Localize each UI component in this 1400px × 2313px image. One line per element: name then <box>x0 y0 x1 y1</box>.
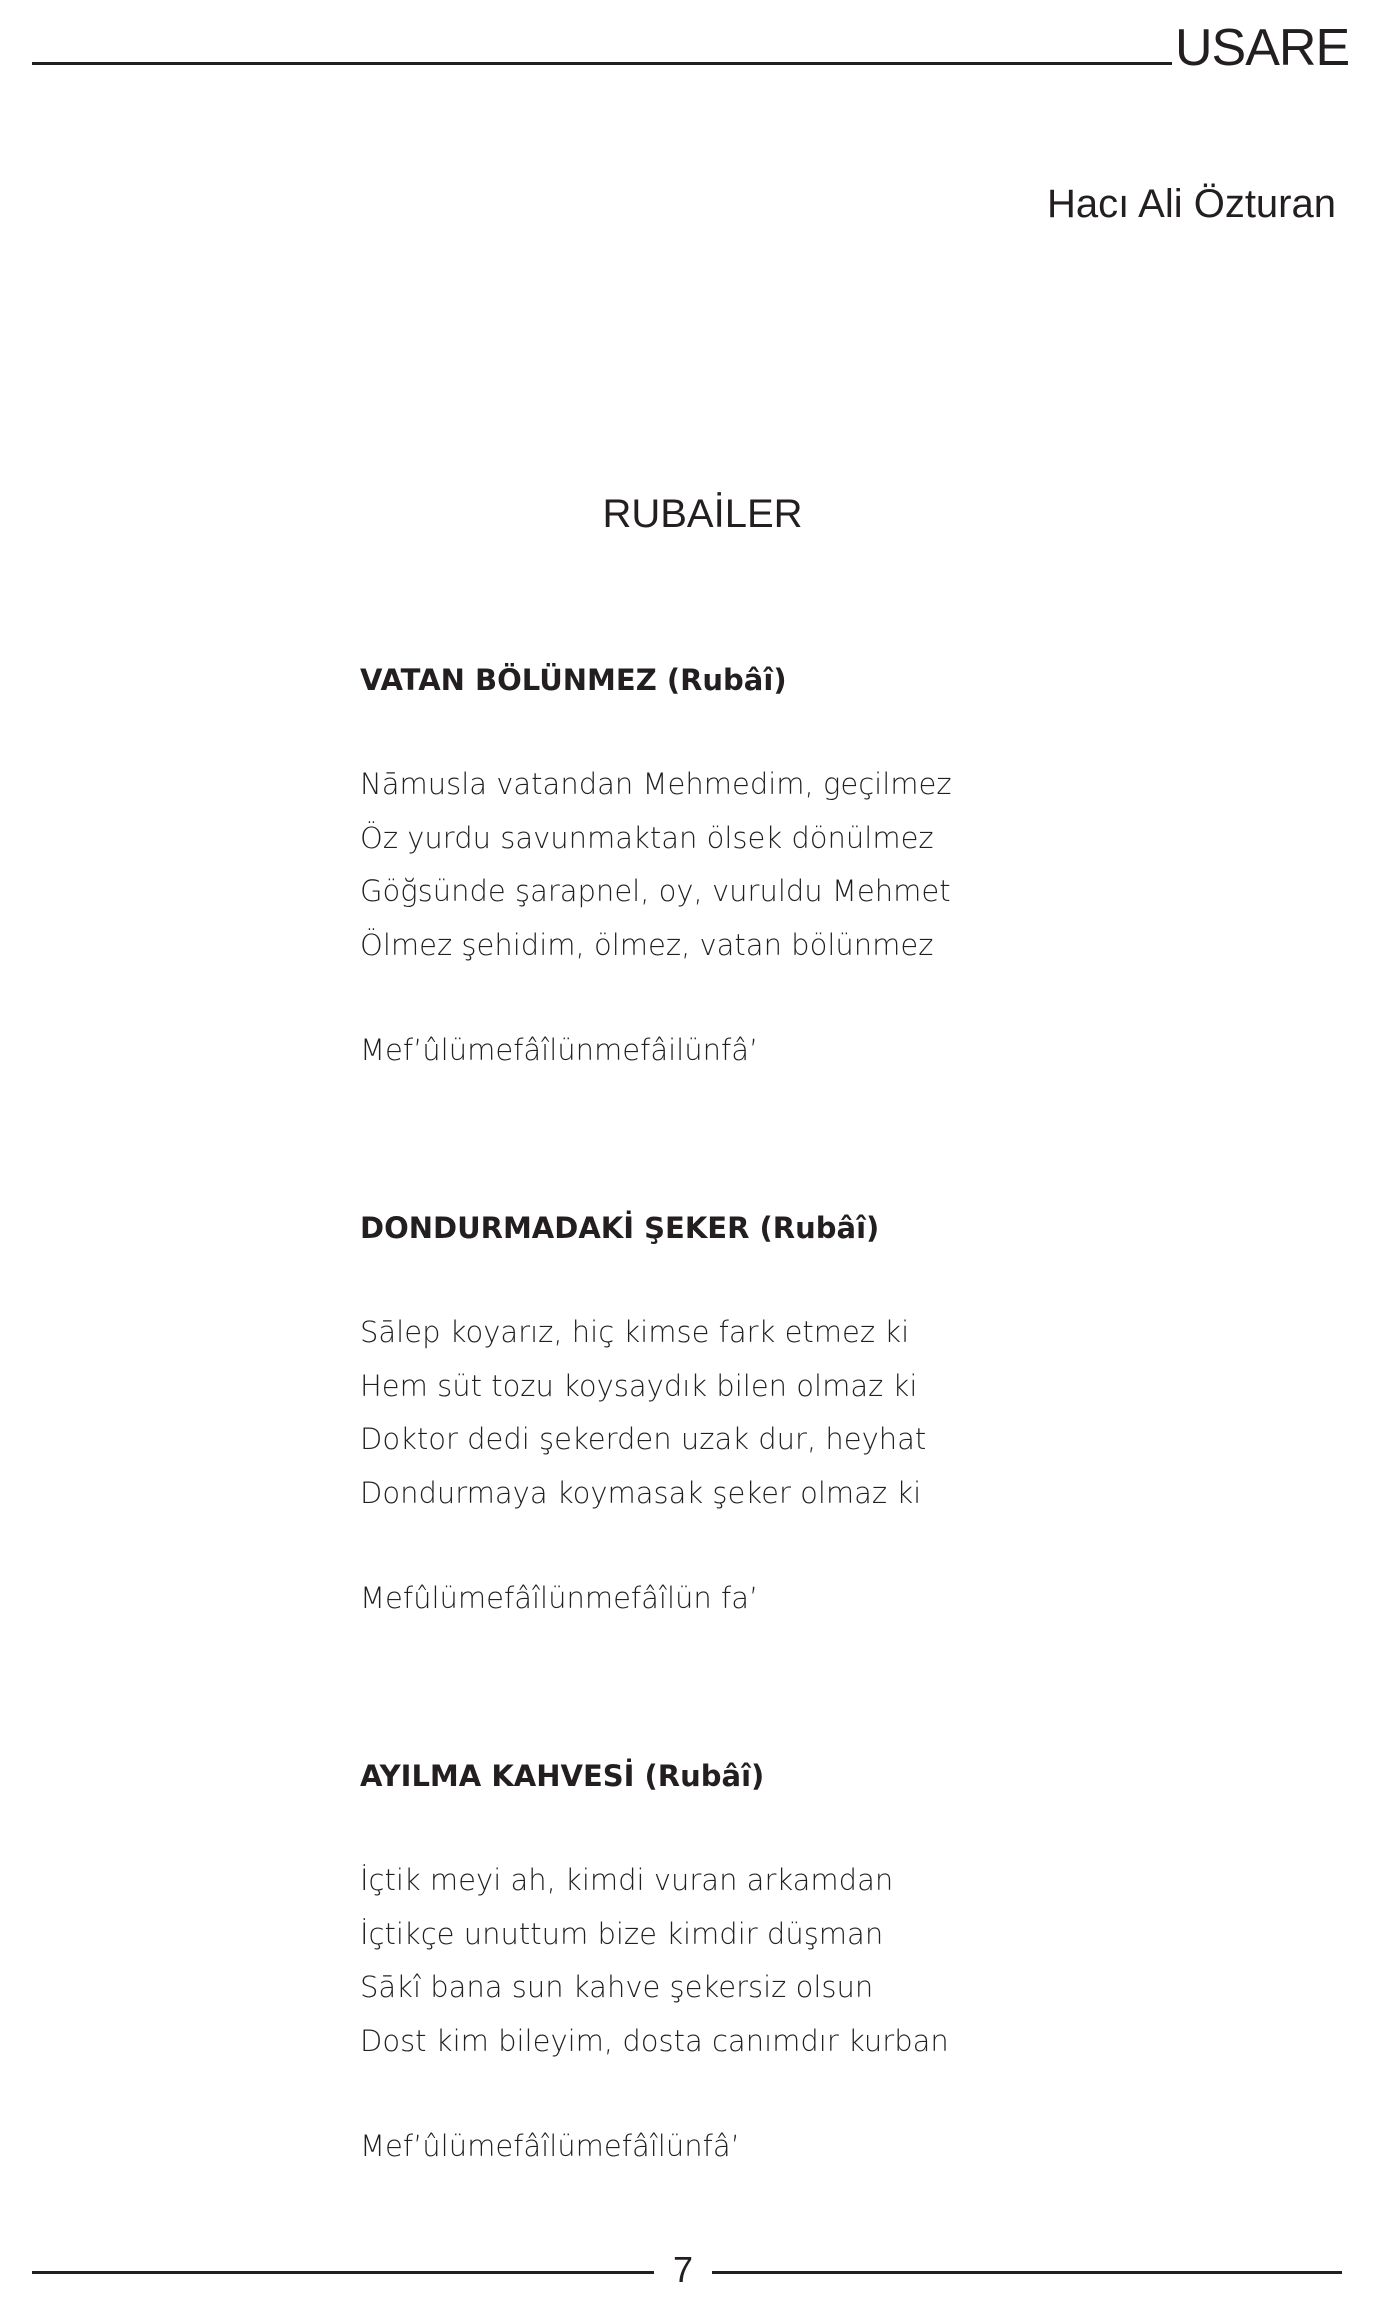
page-number: 7 <box>672 2249 694 2290</box>
poem-line: Dondurmaya koymasak şeker olmaz ki <box>360 1475 922 1510</box>
running-header-title: USARE <box>1175 19 1350 77</box>
footer-rule-left <box>32 2271 654 2274</box>
poem-line: Öz yurdu savunmaktan ölsek dönülmez <box>360 820 934 855</box>
poem-title: AYILMA KAHVESİ (Rubâî) <box>360 1759 765 1793</box>
poem-meter: Mef’ûlümefâîlümefâîlünfâ’ <box>360 2129 740 2163</box>
poem-line: Nāmusla vatandan Mehmedim, geçilmez <box>360 767 952 801</box>
poem-title: DONDURMADAKİ ŞEKER (Rubâî) <box>360 1211 880 1245</box>
footer-rule-right <box>712 2271 1342 2274</box>
poem-line: Dost kim bileyim, dosta canımdır kurban <box>360 2023 949 2058</box>
poem-dondurmadaki-seker <box>360 1202 1320 1624</box>
poem-line: İçtikçe unuttum bize kimdir düşman <box>360 1916 884 1951</box>
section-title: RUBAİLER <box>602 492 803 536</box>
poem-meter: Mef’ûlümefâîlünmefâilünfâ’ <box>360 1033 759 1067</box>
poem-line: Sālep koyarız, hiç kimse fark etmez ki <box>360 1315 910 1349</box>
poem-line: Doktor dedi şekerden uzak dur, heyhat <box>360 1422 927 1456</box>
author-name: Hacı Ali Özturan <box>1046 182 1336 226</box>
poem-title: VATAN BÖLÜNMEZ (Rubâî) <box>360 663 787 697</box>
poem-line: Göğsünde şarapnel, oy, vuruldu Mehmet <box>360 874 951 908</box>
poem-line: Sākî bana sun kahve şekersiz olsun <box>360 1970 874 2004</box>
poem-vatan-bolunmez <box>360 654 1320 1076</box>
poem-line: Hem süt tozu koysaydık bilen olmaz ki <box>360 1368 918 1403</box>
poem-line: Ölmez şehidim, ölmez, vatan bölünmez <box>360 927 934 962</box>
header-rule <box>32 62 1172 65</box>
poem-ayilma-kahvesi <box>360 1750 1320 2172</box>
poems-container <box>360 654 1320 2172</box>
poem-line: İçtik meyi ah, kimdi vuran arkamdan <box>360 1863 894 1897</box>
poem-meter: Mefûlümefâîlünmefâîlün fa’ <box>360 1581 759 1615</box>
